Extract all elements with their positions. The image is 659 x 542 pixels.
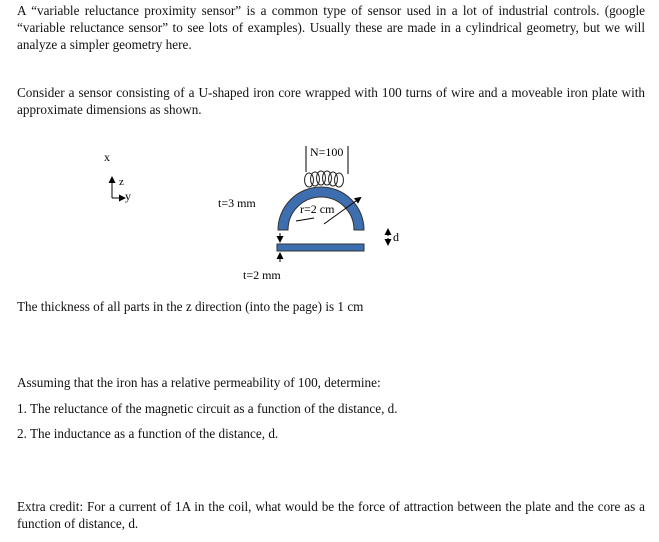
axis-x-label: x xyxy=(104,150,110,164)
intro-paragraph: A “variable reluctance proximity sensor” is a common type of sensor used in a lot of industrial controls. (google “variable reluctance sensor” to see lots of examples). Usually these are made in a cylindrical geometry, but we will analyze a simpler geometry here. xyxy=(17,3,645,52)
core-thickness-label: t=3 mm xyxy=(218,196,256,210)
iron-plate xyxy=(277,244,364,251)
coil-windings xyxy=(305,171,344,187)
gap-label: d xyxy=(393,230,399,244)
assuming-line: Assuming that the iron has a relative permeability of 100, determine: xyxy=(17,375,381,390)
radius-label: r=2 cm xyxy=(300,202,335,216)
axis-z-label: z xyxy=(119,176,124,188)
turns-label: N=100 xyxy=(310,145,344,159)
radius-leader xyxy=(296,218,314,221)
question-2: 2. The inductance as a function of the distance, d. xyxy=(17,426,279,441)
axis-y-label: y xyxy=(125,189,131,203)
question-1: 1. The reluctance of the magnetic circuit as a function of the distance, d. xyxy=(17,401,398,416)
thickness-note: The thickness of all parts in the z direction (into the page) is 1 cm xyxy=(17,299,364,314)
extra-credit-paragraph: Extra credit: For a current of 1A in the coil, what would be the force of attraction between the plate and the core as a function of distance, d. xyxy=(17,499,645,531)
consider-paragraph: Consider a sensor consisting of a U-shaped iron core wrapped with 100 turns of wire and a moveable iron plate with approximate dimensions as shown. xyxy=(17,85,645,117)
axis-triad xyxy=(104,150,131,203)
plate-thickness-label: t=2 mm xyxy=(243,268,281,282)
